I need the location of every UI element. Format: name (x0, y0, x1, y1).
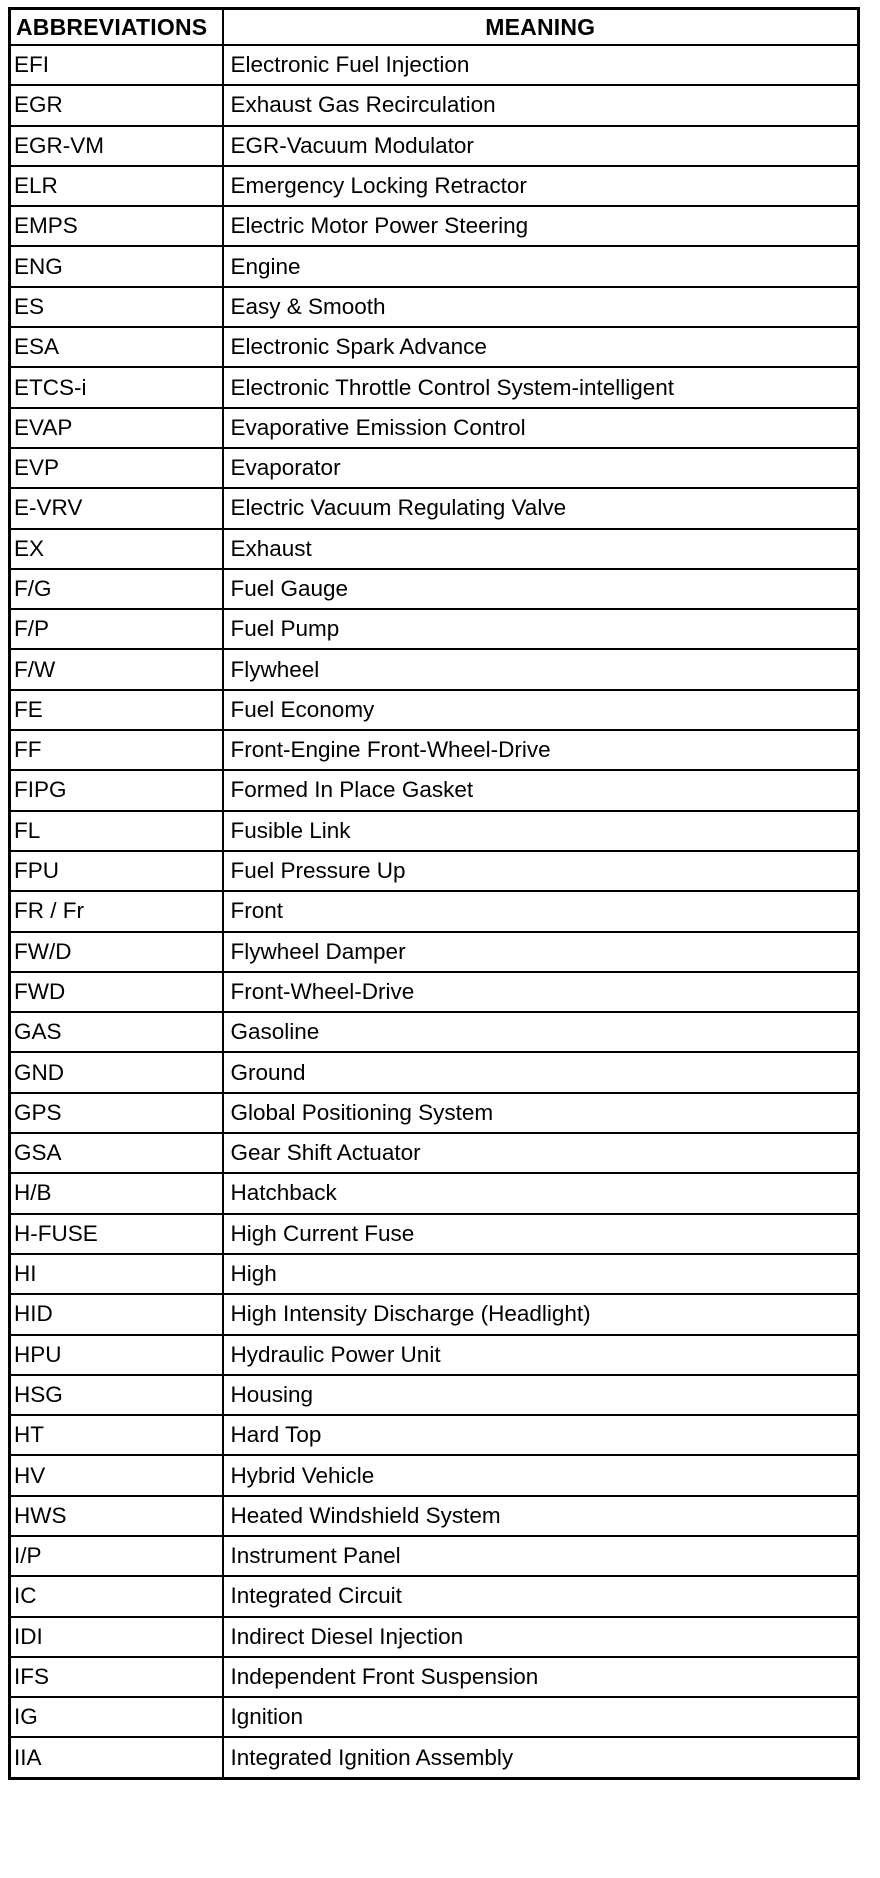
abbreviation-cell: FPU (10, 851, 223, 891)
abbreviation-cell: FE (10, 690, 223, 730)
meaning-cell: Fusible Link (223, 811, 859, 851)
meaning-cell: Front-Engine Front-Wheel-Drive (223, 730, 859, 770)
table-row (10, 1133, 859, 1173)
abbreviation-cell: HWS (10, 1496, 223, 1536)
abbreviations-table (8, 7, 860, 1780)
meaning-cell: Evaporator (223, 448, 859, 488)
table-row (10, 1415, 859, 1455)
table-row (10, 1617, 859, 1657)
abbreviation-cell: I/P (10, 1536, 223, 1576)
table-row (10, 1173, 859, 1213)
abbreviation-cell: F/P (10, 609, 223, 649)
table-header-row (10, 9, 859, 46)
meaning-cell: Exhaust Gas Recirculation (223, 85, 859, 125)
table-row (10, 1294, 859, 1334)
abbreviation-cell: ESA (10, 327, 223, 367)
meaning-cell: High Current Fuse (223, 1214, 859, 1254)
table-row (10, 1335, 859, 1375)
abbreviation-cell: HT (10, 1415, 223, 1455)
abbreviation-cell: EGR-VM (10, 126, 223, 166)
abbreviation-cell: EVAP (10, 408, 223, 448)
meaning-cell: Evaporative Emission Control (223, 408, 859, 448)
table-row (10, 367, 859, 407)
table-row (10, 166, 859, 206)
table-body (10, 45, 859, 1778)
abbreviation-cell: H/B (10, 1173, 223, 1213)
meaning-cell: Flywheel Damper (223, 932, 859, 972)
meaning-cell: Heated Windshield System (223, 1496, 859, 1536)
abbreviation-cell: FF (10, 730, 223, 770)
table-row (10, 891, 859, 931)
abbreviation-cell: F/G (10, 569, 223, 609)
abbreviation-cell: HSG (10, 1375, 223, 1415)
abbreviations-table-container (8, 7, 857, 1780)
table-row (10, 1375, 859, 1415)
abbreviation-cell: IIA (10, 1737, 223, 1778)
meaning-cell: Front-Wheel-Drive (223, 972, 859, 1012)
abbreviation-cell: FWD (10, 972, 223, 1012)
meaning-cell: Ignition (223, 1697, 859, 1737)
abbreviation-cell: EGR (10, 85, 223, 125)
meaning-cell: Fuel Gauge (223, 569, 859, 609)
abbreviation-cell: GND (10, 1052, 223, 1092)
meaning-cell: Integrated Circuit (223, 1576, 859, 1616)
table-row (10, 770, 859, 810)
meaning-cell: Flywheel (223, 649, 859, 689)
meaning-cell: Independent Front Suspension (223, 1657, 859, 1697)
abbreviation-cell: FL (10, 811, 223, 851)
meaning-cell: Electronic Fuel Injection (223, 45, 859, 85)
table-row (10, 1576, 859, 1616)
meaning-cell: Hatchback (223, 1173, 859, 1213)
abbreviation-cell: HV (10, 1455, 223, 1495)
table-row (10, 448, 859, 488)
table-row (10, 569, 859, 609)
abbreviation-cell: GAS (10, 1012, 223, 1052)
meaning-cell: Engine (223, 246, 859, 286)
table-row (10, 649, 859, 689)
meaning-cell: Fuel Economy (223, 690, 859, 730)
table-row (10, 811, 859, 851)
table-row (10, 1455, 859, 1495)
abbreviation-cell: IC (10, 1576, 223, 1616)
table-row (10, 1254, 859, 1294)
meaning-cell: Ground (223, 1052, 859, 1092)
meaning-cell: Easy & Smooth (223, 287, 859, 327)
meaning-cell: Fuel Pressure Up (223, 851, 859, 891)
abbreviation-cell: GSA (10, 1133, 223, 1173)
table-row (10, 1214, 859, 1254)
meaning-cell: Electric Motor Power Steering (223, 206, 859, 246)
abbreviation-cell: EVP (10, 448, 223, 488)
table-row (10, 408, 859, 448)
abbreviation-cell: FIPG (10, 770, 223, 810)
abbreviation-cell: HI (10, 1254, 223, 1294)
meaning-cell: Integrated Ignition Assembly (223, 1737, 859, 1778)
table-row (10, 690, 859, 730)
table-row (10, 730, 859, 770)
abbreviation-cell: HID (10, 1294, 223, 1334)
meaning-cell: Hybrid Vehicle (223, 1455, 859, 1495)
table-row (10, 932, 859, 972)
meaning-cell: Electric Vacuum Regulating Valve (223, 488, 859, 528)
header-meaning: MEANING (223, 9, 859, 46)
abbreviation-cell: IFS (10, 1657, 223, 1697)
meaning-cell: Gear Shift Actuator (223, 1133, 859, 1173)
table-row (10, 287, 859, 327)
meaning-cell: High (223, 1254, 859, 1294)
meaning-cell: Indirect Diesel Injection (223, 1617, 859, 1657)
abbreviation-cell: ELR (10, 166, 223, 206)
table-row (10, 488, 859, 528)
table-row (10, 972, 859, 1012)
abbreviation-cell: FR / Fr (10, 891, 223, 931)
meaning-cell: Front (223, 891, 859, 931)
meaning-cell: High Intensity Discharge (Headlight) (223, 1294, 859, 1334)
abbreviation-cell: F/W (10, 649, 223, 689)
meaning-cell: Instrument Panel (223, 1536, 859, 1576)
table-row (10, 1737, 859, 1778)
meaning-cell: Emergency Locking Retractor (223, 166, 859, 206)
abbreviation-cell: ETCS-i (10, 367, 223, 407)
table-row (10, 85, 859, 125)
meaning-cell: Hydraulic Power Unit (223, 1335, 859, 1375)
abbreviation-cell: FW/D (10, 932, 223, 972)
table-row (10, 529, 859, 569)
table-row (10, 126, 859, 166)
meaning-cell: Electronic Throttle Control System-intelligent (223, 367, 859, 407)
abbreviation-cell: IG (10, 1697, 223, 1737)
abbreviation-cell: HPU (10, 1335, 223, 1375)
abbreviation-cell: E-VRV (10, 488, 223, 528)
table-row (10, 1496, 859, 1536)
table-row (10, 1657, 859, 1697)
meaning-cell: Gasoline (223, 1012, 859, 1052)
table-row (10, 206, 859, 246)
table-row (10, 1052, 859, 1092)
meaning-cell: Exhaust (223, 529, 859, 569)
abbreviation-cell: ENG (10, 246, 223, 286)
header-abbreviations: ABBREVIATIONS (10, 9, 223, 46)
table-row (10, 327, 859, 367)
meaning-cell: EGR-Vacuum Modulator (223, 126, 859, 166)
abbreviation-cell: EMPS (10, 206, 223, 246)
table-row (10, 246, 859, 286)
table-row (10, 851, 859, 891)
table-row (10, 1536, 859, 1576)
abbreviation-cell: EX (10, 529, 223, 569)
meaning-cell: Formed In Place Gasket (223, 770, 859, 810)
abbreviation-cell: ES (10, 287, 223, 327)
abbreviation-cell: H-FUSE (10, 1214, 223, 1254)
table-row (10, 45, 859, 85)
meaning-cell: Housing (223, 1375, 859, 1415)
meaning-cell: Electronic Spark Advance (223, 327, 859, 367)
abbreviation-cell: IDI (10, 1617, 223, 1657)
table-row (10, 1697, 859, 1737)
table-row (10, 609, 859, 649)
table-row (10, 1012, 859, 1052)
meaning-cell: Global Positioning System (223, 1093, 859, 1133)
meaning-cell: Fuel Pump (223, 609, 859, 649)
abbreviation-cell: GPS (10, 1093, 223, 1133)
table-row (10, 1093, 859, 1133)
abbreviation-cell: EFI (10, 45, 223, 85)
meaning-cell: Hard Top (223, 1415, 859, 1455)
